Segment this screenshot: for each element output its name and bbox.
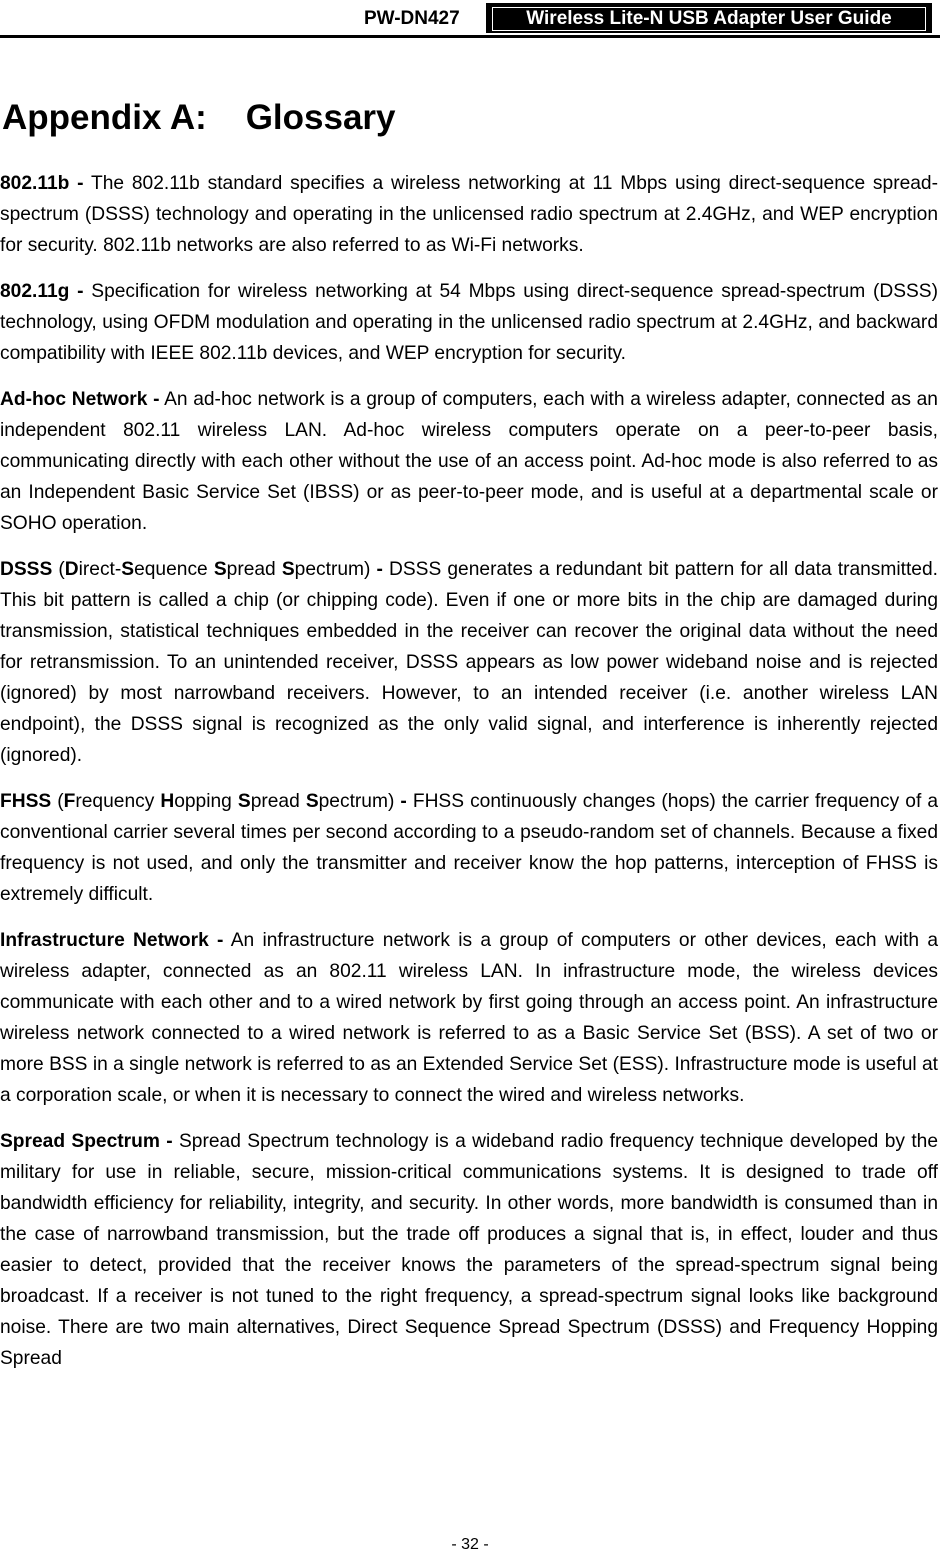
page-number: - 32 - [451,1536,489,1553]
guide-title-box [486,3,932,33]
expansion-rest: pread [226,559,282,580]
term: Infrastructure Network - [0,930,224,951]
expansion-initial: H [160,791,175,812]
glossary-entry-fhss: FHSS (Frequency Hopping Spread Spectrum) - FHSS continuously changes (hops) the carrier frequency of a conventional carrier several times per second according to a pseudo-random set of channels. Because a fixed frequency is not used, and only the transmitter and receiver know the hop patterns, interception of FHSS is extremely difficult. [0,791,938,905]
expansion-rest: requency [75,791,161,812]
expansion-initial: S [237,791,251,812]
expansion-initial: S [213,559,227,580]
definition: An infrastructure network is a group of computers or other devices, each with a wireless adapter, connected as an 802.11 wireless LAN. In infrastructure mode, the wireless devices communicate with each other and to a wired network by first going through an access point. An infrastructure wireless network connected to a wired network is referred to as a Basic Service Set (BSS). A set of two or more BSS in a single network is referred to as an Extended Service Set (ESS). Infrastructure mode is useful at a corporation scale, or when it is necessary to connect the wired and wireless networks. [0,930,939,1106]
main-content [0,96,940,1389]
glossary-entry-infrastructure-network [0,925,938,1111]
glossary-entry-spread-spectrum [0,1126,938,1374]
expansion-initial: F [63,791,76,812]
expansion-initial: S [305,791,319,812]
header-rule [0,35,940,38]
expansion-rest: equence [134,559,214,580]
model-label: PW-DN427 [364,8,460,29]
glossary-entry-dsss: DSSS (Direct-Sequence Spread Spectrum) - DSSS generates a redundant bit pattern for all data transmitted. This bit pattern is called a chip (or chipping code). Even if one or more bits in the chip are damaged during transmission, statistical techniques embedded in the receiver can recover the original data without the need for retransmission. To an unintended receiver, DSSS appears as low power wideband noise and is rejected (ignored) by most narrowband receivers. However, to an intended receiver (i.e. another wireless LAN endpoint), the DSSS signal is recognized as the only valid signal, and interference is inherently rejected (ignored). [0,559,938,766]
glossary-entry-802-11b [0,168,938,261]
expansion-rest: pread [250,791,306,812]
definition: DSSS generates a redundant bit pattern for all data transmitted. This bit pattern is called a chip (or chipping code). Even if one or more bits in the chip are damaged during transmission, statistical techniques embedded in the receiver can recover the original data without the need for retransmission. To an unintended receiver, DSSS appears as low power wideband noise and is rejected (ignored) by most narrowband receivers. However, to an intended receiver (i.e. another wireless LAN endpoint), the DSSS signal is recognized as the only valid signal, and interference is inherently rejected (ignored). [0,559,938,766]
definition: The 802.11b standard specifies a wireless networking at 11 Mbps using direct-sequence spread-spectrum (DSSS) technology and operating in the unlicensed radio spectrum at 2.4GHz, and WEP encryption for security. 802.11b networks are also referred to as Wi-Fi networks. [0,173,938,256]
definition: Spread Spectrum technology is a wideband radio frequency technique developed by the military for use in reliable, secure, mission-critical communications systems. It is designed to trade off bandwidth efficiency for reliability, integrity, and security. In other words, more bandwidth is consumed than in the case of narrowband transmission, but the trade off produces a signal that is, in effect, louder and thus easier to detect, provided that the receiver knows the parameters of the spread-spectrum signal being broadcast. If a receiver is not tuned to the right frequency, a spread-spectrum signal looks like background noise. There are two main alternatives, Direct Sequence Spread Spectrum (DSSS) and Frequency Hopping Spread [0,1131,938,1369]
glossary-entry-ad-hoc-network [0,384,938,539]
expansion-rest: irect- [78,559,122,580]
term: DSSS [0,559,53,580]
guide-title: Wireless Lite-N USB Adapter User Guide [492,7,926,31]
page-title: Appendix A: Glossary [2,98,396,137]
expansion-rest: pectrum [294,559,364,580]
glossary-entry-802-11g [0,276,938,369]
term: FHSS [0,791,52,812]
term: Spread Spectrum - [0,1131,173,1152]
term: 802.11g - [0,281,84,302]
expansion-rest: pectrum [318,791,388,812]
page-header [0,0,940,38]
definition: FHSS continuously changes (hops) the carrier frequency of a conventional carrier several times per second according to a pseudo-random set of channels. Because a fixed frequency is not used, and only the transmitter and receiver know the hop patterns, interception of FHSS is extremely difficult. [0,791,938,905]
expansion-rest: opping [174,791,238,812]
definition: An ad-hoc network is a group of computers, each with a wireless adapter, connected as an independent 802.11 wireless LAN. Ad-hoc wireless computers operate on a peer-to-peer basis, communicating directly with each other without the use of an access point. Ad-hoc mode is also referred to as an Independent Basic Service Set (IBSS) or as peer-to-peer mode, and is useful at a departmental scale or SOHO operation. [0,389,938,534]
expansion-initial: S [281,559,295,580]
term: 802.11b - [0,173,84,194]
expansion-initial: D [64,559,79,580]
term: Ad-hoc Network - [0,389,160,410]
expansion-initial: S [121,559,135,580]
definition: Specification for wireless networking at 54 Mbps using direct-sequence spread-spectrum (DSSS) technology, using OFDM modulation and operating in the unlicensed radio spectrum at 2.4GHz, and backward compatibility with IEEE 802.11b devices, and WEP encryption for security. [0,281,938,364]
